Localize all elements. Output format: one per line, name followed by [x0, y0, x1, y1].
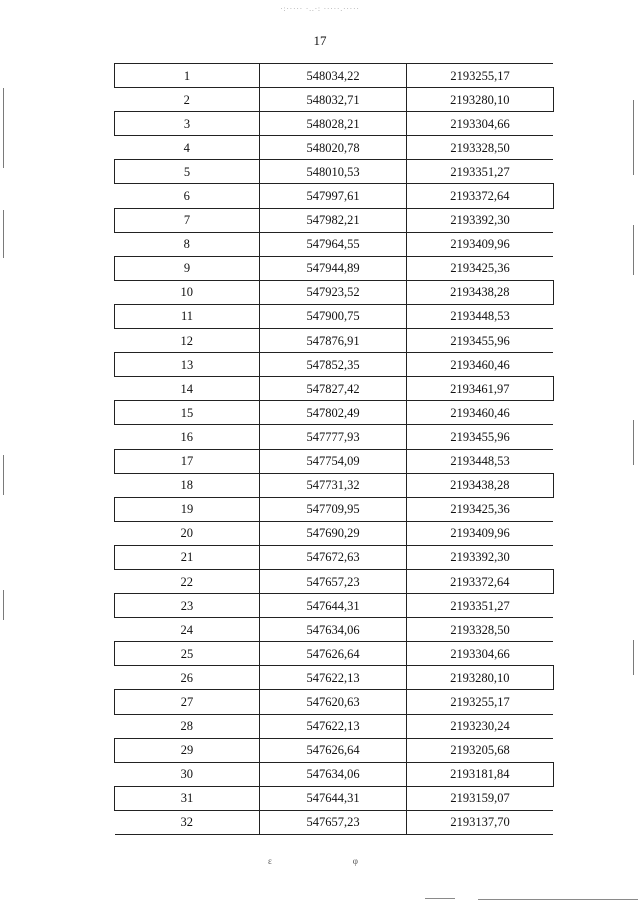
x-coordinate-cell: 547634,06 — [260, 618, 407, 642]
right-margin-mark — [633, 100, 634, 175]
point-number-cell: 1 — [115, 64, 260, 88]
point-number-cell: 7 — [115, 208, 260, 232]
table-row — [115, 714, 554, 738]
right-margin-mark — [633, 640, 634, 675]
point-number-cell: 5 — [115, 160, 260, 184]
right-margin-mark — [633, 420, 634, 465]
point-number-cell: 14 — [115, 377, 260, 401]
y-coordinate-cell: 2193425,36 — [407, 256, 554, 280]
bottom-scan-line — [478, 899, 638, 900]
x-coordinate-cell: 547827,42 — [260, 377, 407, 401]
x-coordinate-cell: 548020,78 — [260, 136, 407, 160]
y-coordinate-cell: 2193137,70 — [407, 810, 554, 834]
point-number-cell: 10 — [115, 280, 260, 304]
y-coordinate-cell: 2193159,07 — [407, 786, 554, 810]
x-coordinate-cell: 547626,64 — [260, 738, 407, 762]
point-number-cell: 18 — [115, 473, 260, 497]
table-row — [115, 329, 554, 353]
x-coordinate-cell: 548032,71 — [260, 88, 407, 112]
table-row — [115, 594, 554, 618]
table-row — [115, 738, 554, 762]
table-row — [115, 618, 554, 642]
x-coordinate-cell: 547964,55 — [260, 232, 407, 256]
table-row — [115, 690, 554, 714]
table-row — [115, 762, 554, 786]
y-coordinate-cell: 2193304,66 — [407, 642, 554, 666]
point-number-cell: 8 — [115, 232, 260, 256]
y-coordinate-cell: 2193392,30 — [407, 208, 554, 232]
bottom-scan-line — [425, 898, 455, 899]
y-coordinate-cell: 2193205,68 — [407, 738, 554, 762]
footer-mark-right: φ — [352, 856, 358, 866]
y-coordinate-cell: 2193230,24 — [407, 714, 554, 738]
x-coordinate-cell: 547622,13 — [260, 666, 407, 690]
x-coordinate-cell: 547900,75 — [260, 304, 407, 328]
x-coordinate-cell: 548034,22 — [260, 64, 407, 88]
footer-marks — [268, 856, 358, 868]
x-coordinate-cell: 547622,13 — [260, 714, 407, 738]
x-coordinate-cell: 547777,93 — [260, 425, 407, 449]
y-coordinate-cell: 2193455,96 — [407, 425, 554, 449]
point-number-cell: 24 — [115, 618, 260, 642]
table-row — [115, 401, 554, 425]
point-number-cell: 23 — [115, 594, 260, 618]
y-coordinate-cell: 2193409,96 — [407, 232, 554, 256]
table-row — [115, 112, 554, 136]
y-coordinate-cell: 2193461,97 — [407, 377, 554, 401]
y-coordinate-cell: 2193181,84 — [407, 762, 554, 786]
y-coordinate-cell: 2193448,53 — [407, 449, 554, 473]
y-coordinate-cell: 2193409,96 — [407, 521, 554, 545]
point-number-cell: 13 — [115, 353, 260, 377]
table-row — [115, 786, 554, 810]
y-coordinate-cell: 2193460,46 — [407, 353, 554, 377]
x-coordinate-cell: 547923,52 — [260, 280, 407, 304]
y-coordinate-cell: 2193304,66 — [407, 112, 554, 136]
y-coordinate-cell: 2193280,10 — [407, 88, 554, 112]
table-row — [115, 64, 554, 88]
table-row — [115, 666, 554, 690]
y-coordinate-cell: 2193438,28 — [407, 280, 554, 304]
point-number-cell: 22 — [115, 569, 260, 593]
x-coordinate-cell: 547754,09 — [260, 449, 407, 473]
point-number-cell: 16 — [115, 425, 260, 449]
point-number-cell: 2 — [115, 88, 260, 112]
table-row — [115, 642, 554, 666]
table-row — [115, 353, 554, 377]
x-coordinate-cell: 547944,89 — [260, 256, 407, 280]
table-row — [115, 136, 554, 160]
point-number-cell: 29 — [115, 738, 260, 762]
y-coordinate-cell: 2193372,64 — [407, 184, 554, 208]
x-coordinate-cell: 547709,95 — [260, 497, 407, 521]
y-coordinate-cell: 2193280,10 — [407, 666, 554, 690]
page-number: 17 — [313, 33, 327, 48]
table-row — [115, 473, 554, 497]
point-number-cell: 4 — [115, 136, 260, 160]
y-coordinate-cell: 2193372,64 — [407, 569, 554, 593]
x-coordinate-cell: 547644,31 — [260, 594, 407, 618]
point-number-cell: 11 — [115, 304, 260, 328]
point-number-cell: 9 — [115, 256, 260, 280]
x-coordinate-cell: 548010,53 — [260, 160, 407, 184]
table-row — [115, 184, 554, 208]
table-row — [115, 449, 554, 473]
x-coordinate-cell: 547626,64 — [260, 642, 407, 666]
table-row — [115, 569, 554, 593]
table-row — [115, 521, 554, 545]
table-row — [115, 256, 554, 280]
right-margin-mark — [633, 225, 634, 275]
x-coordinate-cell: 547876,91 — [260, 329, 407, 353]
point-number-cell: 25 — [115, 642, 260, 666]
x-coordinate-cell: 547672,63 — [260, 545, 407, 569]
left-margin-mark — [3, 590, 4, 620]
table-row — [115, 377, 554, 401]
footer-mark-left: ε — [268, 856, 272, 866]
y-coordinate-cell: 2193425,36 — [407, 497, 554, 521]
point-number-cell: 20 — [115, 521, 260, 545]
left-margin-mark — [3, 455, 4, 495]
point-number-cell: 28 — [115, 714, 260, 738]
table-row — [115, 545, 554, 569]
y-coordinate-cell: 2193448,53 — [407, 304, 554, 328]
y-coordinate-cell: 2193438,28 — [407, 473, 554, 497]
x-coordinate-cell: 547644,31 — [260, 786, 407, 810]
x-coordinate-cell: 547852,35 — [260, 353, 407, 377]
table-row — [115, 160, 554, 184]
y-coordinate-cell: 2193255,17 — [407, 64, 554, 88]
point-number-cell: 26 — [115, 666, 260, 690]
left-margin-mark — [3, 88, 4, 168]
point-number-cell: 19 — [115, 497, 260, 521]
point-number-cell: 15 — [115, 401, 260, 425]
point-number-cell: 31 — [115, 786, 260, 810]
y-coordinate-cell: 2193460,46 — [407, 401, 554, 425]
point-number-cell: 30 — [115, 762, 260, 786]
y-coordinate-cell: 2193351,27 — [407, 160, 554, 184]
left-margin-mark — [3, 210, 4, 258]
point-number-cell: 21 — [115, 545, 260, 569]
point-number-cell: 17 — [115, 449, 260, 473]
x-coordinate-cell: 547634,06 — [260, 762, 407, 786]
table-row — [115, 810, 554, 834]
y-coordinate-cell: 2193392,30 — [407, 545, 554, 569]
table-row — [115, 232, 554, 256]
table-row — [115, 280, 554, 304]
scanner-header-noise: ·:····· ·..·: ·····.····· — [280, 5, 360, 13]
table-row — [115, 208, 554, 232]
y-coordinate-cell: 2193328,50 — [407, 136, 554, 160]
point-number-cell: 6 — [115, 184, 260, 208]
table-row — [115, 88, 554, 112]
x-coordinate-cell: 547657,23 — [260, 569, 407, 593]
x-coordinate-cell: 547657,23 — [260, 810, 407, 834]
x-coordinate-cell: 548028,21 — [260, 112, 407, 136]
y-coordinate-cell: 2193328,50 — [407, 618, 554, 642]
x-coordinate-cell: 547731,32 — [260, 473, 407, 497]
table-row — [115, 304, 554, 328]
coordinates-table-body — [115, 64, 554, 835]
y-coordinate-cell: 2193455,96 — [407, 329, 554, 353]
coordinates-table — [114, 63, 554, 835]
x-coordinate-cell: 547997,61 — [260, 184, 407, 208]
y-coordinate-cell: 2193351,27 — [407, 594, 554, 618]
x-coordinate-cell: 547802,49 — [260, 401, 407, 425]
x-coordinate-cell: 547620,63 — [260, 690, 407, 714]
x-coordinate-cell: 547690,29 — [260, 521, 407, 545]
point-number-cell: 27 — [115, 690, 260, 714]
table-row — [115, 425, 554, 449]
point-number-cell: 32 — [115, 810, 260, 834]
x-coordinate-cell: 547982,21 — [260, 208, 407, 232]
point-number-cell: 3 — [115, 112, 260, 136]
y-coordinate-cell: 2193255,17 — [407, 690, 554, 714]
point-number-cell: 12 — [115, 329, 260, 353]
table-row — [115, 497, 554, 521]
